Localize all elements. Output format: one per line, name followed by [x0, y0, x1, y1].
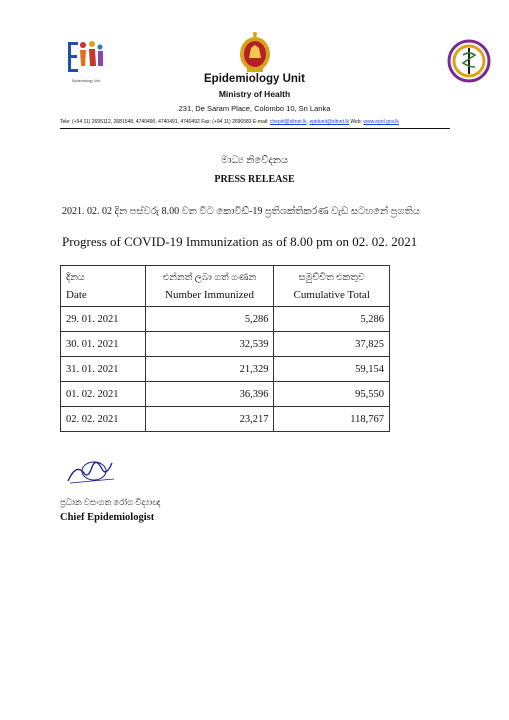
table-row — [61, 407, 390, 432]
cell-date: 01. 02. 2021 — [61, 382, 146, 407]
cell-cumulative: 37,825 — [274, 332, 390, 357]
title-english: PRESS RELEASE — [214, 174, 295, 185]
cell-immunized: 36,396 — [145, 382, 274, 407]
organization-name: Epidemiology Unit — [204, 73, 305, 85]
cell-date: 29. 01. 2021 — [61, 307, 146, 332]
table-row — [61, 332, 390, 357]
cell-date: 02. 02. 2021 — [61, 407, 146, 432]
cell-immunized: 21,329 — [145, 357, 274, 382]
contact-separator: , — [306, 119, 310, 125]
cell-date: 30. 01. 2021 — [61, 332, 146, 357]
address-line: 231, De Saram Place, Colombo 10, Sri Lanka — [178, 104, 331, 113]
immunization-table — [60, 265, 390, 432]
table-row — [61, 357, 390, 382]
cell-immunized: 5,286 — [145, 307, 274, 332]
cell-immunized: 32,539 — [145, 332, 274, 357]
header-date — [61, 266, 146, 307]
header-cumulative-total — [274, 266, 390, 307]
ministry-name: Ministry of Health — [218, 89, 291, 99]
signature-icon — [62, 453, 122, 487]
email-link-1[interactable]: chepid@sltnet.lk — [269, 119, 307, 125]
header-immunized-sinhala: එන්නත් ලබා ගත් ගණන — [162, 272, 257, 283]
subject-sinhala: 2021. 02. 02 දින පස්වරු 8.00 වන විට කොවිඩ්-19 ප්‍රතිශක්තිකරණ වැඩ සටහනේ ප්‍රගතිය — [62, 206, 420, 217]
header-immunized-english: Number Immunized — [165, 288, 254, 301]
table-row — [61, 382, 390, 407]
cell-cumulative: 95,550 — [274, 382, 390, 407]
cell-cumulative: 5,286 — [274, 307, 390, 332]
website-link[interactable]: www.epid.gov.lk — [363, 119, 399, 125]
header-number-immunized — [145, 266, 274, 307]
cell-immunized: 23,217 — [145, 407, 274, 432]
header-cumulative-sinhala: සමුච්චිත එකතුව — [298, 272, 365, 283]
sri-lanka-emblem-icon — [238, 30, 272, 74]
cell-cumulative: 118,767 — [274, 407, 390, 432]
logo-caption: Epidemiology Unit — [71, 79, 101, 83]
contact-prefix: Tele: (+94 11) 2695112, 2681548, 4740490, 4740491, 4740492 Fax: (+94 11) 2696583 E-mail: — [60, 119, 270, 125]
signatory-title-english: Chief Epidemiologist — [60, 512, 155, 523]
header-date-sinhala: දිනය — [66, 272, 85, 283]
cell-date: 31. 01. 2021 — [61, 357, 146, 382]
cell-cumulative: 59,154 — [274, 357, 390, 382]
contact-line — [60, 119, 460, 125]
web-label: Web: — [348, 119, 364, 125]
header-divider — [60, 128, 450, 129]
epidemiology-unit-logo-icon — [66, 36, 106, 78]
title-sinhala: මාධ්‍ය නිවේදනය — [220, 155, 289, 166]
table-row — [61, 307, 390, 332]
subject-english: Progress of COVID-19 Immunization as of 8.00 pm on 02. 02. 2021 — [62, 234, 418, 249]
signatory-title-sinhala: ප්‍රධාන වසංගත රෝග විද්‍යාඥ — [60, 497, 161, 507]
table-header-row — [61, 266, 390, 307]
header-cumulative-english: Cumulative Total — [293, 288, 370, 301]
header-date-english: Date — [66, 288, 87, 301]
email-link-2[interactable]: epidunit@sltnet.lk — [309, 119, 349, 125]
